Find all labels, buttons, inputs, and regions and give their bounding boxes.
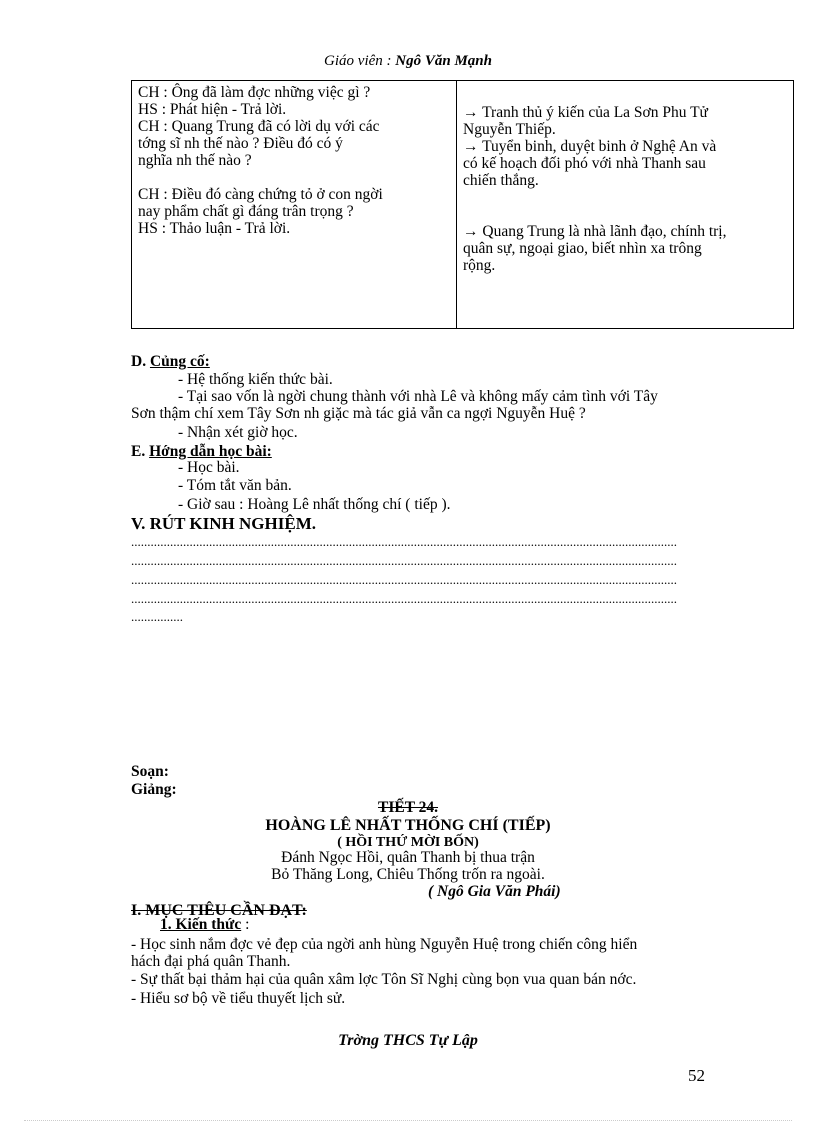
question-line: nghĩa nh thế nào ?: [138, 152, 252, 169]
answer-text: Quang Trung là nhà lãnh đạo, chính trị,: [482, 223, 727, 240]
list-item: - Tại sao vốn là ngời chung thành với nhà Lê và không mấy cảm tình với Tây: [178, 388, 658, 405]
question-line: CH : Điều đó càng chứng tỏ ở con ngời: [138, 186, 383, 203]
answer-text: quân sự, ngoại giao, biết nhìn xa trông: [463, 240, 702, 257]
dotted-line: ........................................................................................................................................................................: [131, 553, 677, 568]
teacher-name: Ngô Văn Mạnh: [395, 53, 492, 69]
list-item: - Hiểu sơ bộ về tiểu thuyết lịch sử.: [131, 990, 346, 1007]
page-header: [0, 53, 816, 70]
dotted-line: ................: [131, 609, 183, 624]
section-i-sub: [160, 916, 249, 933]
arrow-icon: →: [463, 223, 479, 240]
section-v-title: V. RÚT KINH NGHIỆM.: [131, 514, 316, 533]
answers-cell: [457, 81, 794, 329]
list-item: - Tóm tắt văn bản.: [178, 477, 292, 494]
school-name: Trờng THCS Tự Lập: [338, 1032, 478, 1049]
answer-text: có kế hoạch đối phó với nhà Thanh sau: [463, 155, 706, 172]
section-d-heading: [131, 353, 210, 370]
page-number: 52: [688, 1066, 705, 1085]
header-prefix: Giáo viên :: [324, 53, 396, 69]
dotted-line: ........................................................................................................................................................................: [131, 591, 677, 606]
dotted-line: ........................................................................................................................................................................: [131, 534, 677, 549]
answer-item: [463, 223, 787, 274]
list-item: - Giờ sau : Hoàng Lê nhất thống chí ( tiếp ).: [178, 496, 451, 513]
section-i-sub-suffix: :: [241, 916, 250, 933]
page-bottom-border: [24, 1120, 792, 1121]
lesson-tiet: [0, 799, 816, 816]
lesson-tiet-text: TIẾT 24.: [377, 799, 439, 816]
answer-line: HS : Phát hiện - Trả lời.: [138, 101, 287, 118]
question-line: CH : Ông đã làm đợc những việc gì ?: [138, 84, 371, 101]
lesson-author: ( Ngô Gia Văn Phái): [428, 883, 561, 900]
answer-text: rộng.: [463, 257, 496, 274]
question-line: nay phẩm chất gì đáng trân trọng ?: [138, 203, 354, 220]
section-e-heading: [131, 443, 272, 460]
section-e-title: Hớng dẫn học bài:: [149, 443, 272, 460]
questions-cell: [132, 81, 457, 329]
lesson-line-1: Đánh Ngọc Hồi, quân Thanh bị thua trận: [281, 849, 535, 866]
answer-text: chiến thắng.: [463, 172, 539, 189]
arrow-icon: →: [463, 138, 479, 155]
answer-text: Nguyễn Thiếp.: [463, 121, 556, 138]
arrow-icon: →: [463, 104, 479, 121]
answer-text: Tranh thủ ý kiến của La Sơn Phu Tử: [482, 104, 708, 121]
list-item: - Học sinh nắm đợc vẻ đẹp của ngời anh hùng Nguyễn Huệ trong chiến công hiển: [131, 936, 638, 953]
dotted-line: ........................................................................................................................................................................: [131, 572, 677, 587]
table-row: [132, 81, 794, 329]
answer-item: [463, 104, 787, 138]
section-e-letter: E.: [131, 443, 146, 460]
answer-line: HS : Thảo luận - Trả lời.: [138, 220, 291, 237]
lesson-title: HOÀNG LÊ NHẤT THỐNG CHÍ (TIẾP): [265, 817, 551, 834]
answer-text: Tuyển binh, duyệt binh ở Nghệ An và: [482, 138, 717, 155]
soan-label: Soạn:: [131, 763, 169, 780]
list-item: - Sự thất bại thảm hại của quân xâm lợc Tôn Sĩ Nghị cùng bọn vua quan bán nớc.: [131, 971, 637, 988]
section-i-sub-text: 1. Kiến thức: [160, 916, 242, 933]
list-item: hách đại phá quân Thanh.: [131, 953, 291, 970]
list-item: Sơn thậm chí xem Tây Sơn nh giặc mà tác giả vẫn ca ngợi Nguyễn Huệ ?: [131, 405, 586, 422]
question-line: CH : Quang Trung đã có lời dụ với các: [138, 118, 380, 135]
section-d-letter: D.: [131, 353, 147, 370]
list-item: - Nhận xét giờ học.: [178, 424, 298, 441]
qa-table: [131, 80, 794, 329]
section-d-title: Củng cố:: [149, 353, 210, 370]
list-item: - Hệ thống kiến thức bài.: [178, 371, 333, 388]
lesson-subtitle: ( HỒI THỨ MỜI BỐN): [337, 835, 479, 850]
question-line: tớng sĩ nh thế nào ? Điều đó có ý: [138, 135, 343, 152]
lesson-line-2: Bỏ Thăng Long, Chiêu Thống trốn ra ngoài.: [271, 866, 545, 883]
giang-label: Giảng:: [131, 781, 177, 798]
section-i-title-text: I. MỤC TIÊU CẦN ĐẠT:: [131, 902, 307, 919]
list-item: - Học bài.: [178, 459, 240, 476]
answer-item: [463, 138, 787, 189]
